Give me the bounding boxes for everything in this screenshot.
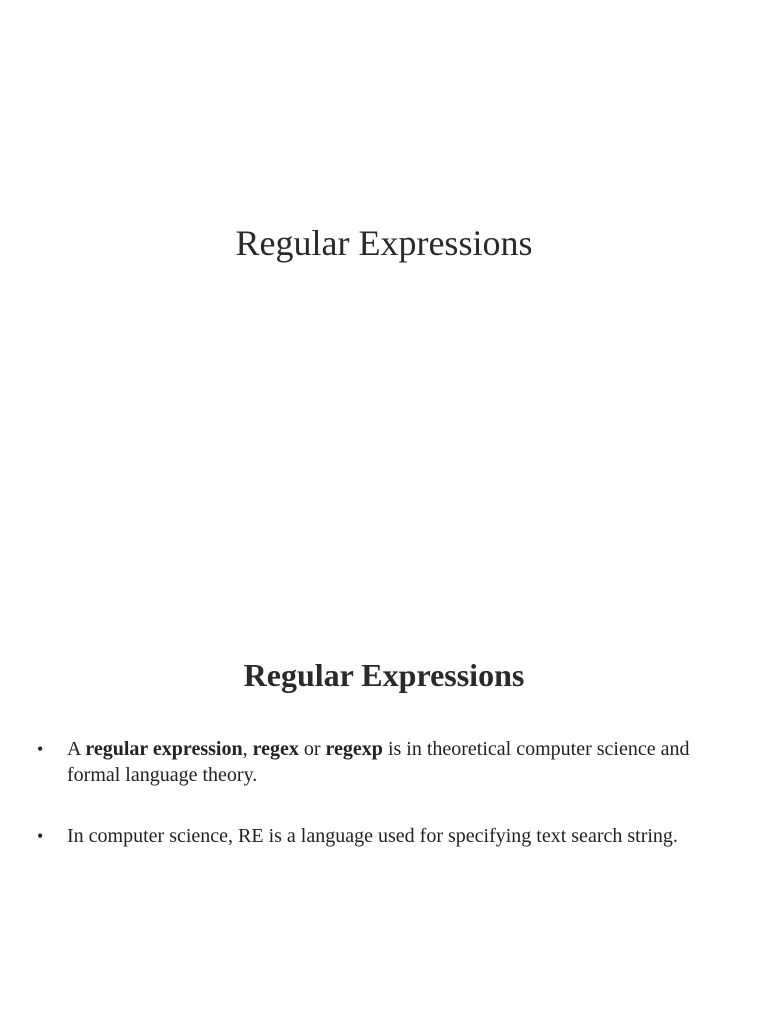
bullet-icon: •	[37, 739, 44, 759]
bullet-item-definition	[0, 736, 768, 788]
content-slide	[0, 600, 768, 1024]
bold-term-regexp: regexp	[325, 738, 383, 760]
bullet-icon: •	[37, 826, 44, 846]
bold-term-regex: regex	[252, 738, 299, 760]
bullet-text: In computer science, RE is a language used for specifying text search string.	[67, 825, 678, 847]
bullet-text: ,	[242, 738, 253, 760]
bold-term-regular-expression: regular expression	[85, 738, 243, 760]
bullet-text: or	[298, 738, 326, 760]
slide-heading: Regular Expressions	[243, 657, 525, 693]
slide-title: Regular Expressions	[235, 223, 533, 263]
bullet-text: is in theoretical computer science and formal language theory.	[67, 738, 690, 786]
bullet-list	[0, 736, 768, 849]
bullet-item-usage	[0, 823, 768, 849]
bullet-text: A	[67, 738, 86, 760]
